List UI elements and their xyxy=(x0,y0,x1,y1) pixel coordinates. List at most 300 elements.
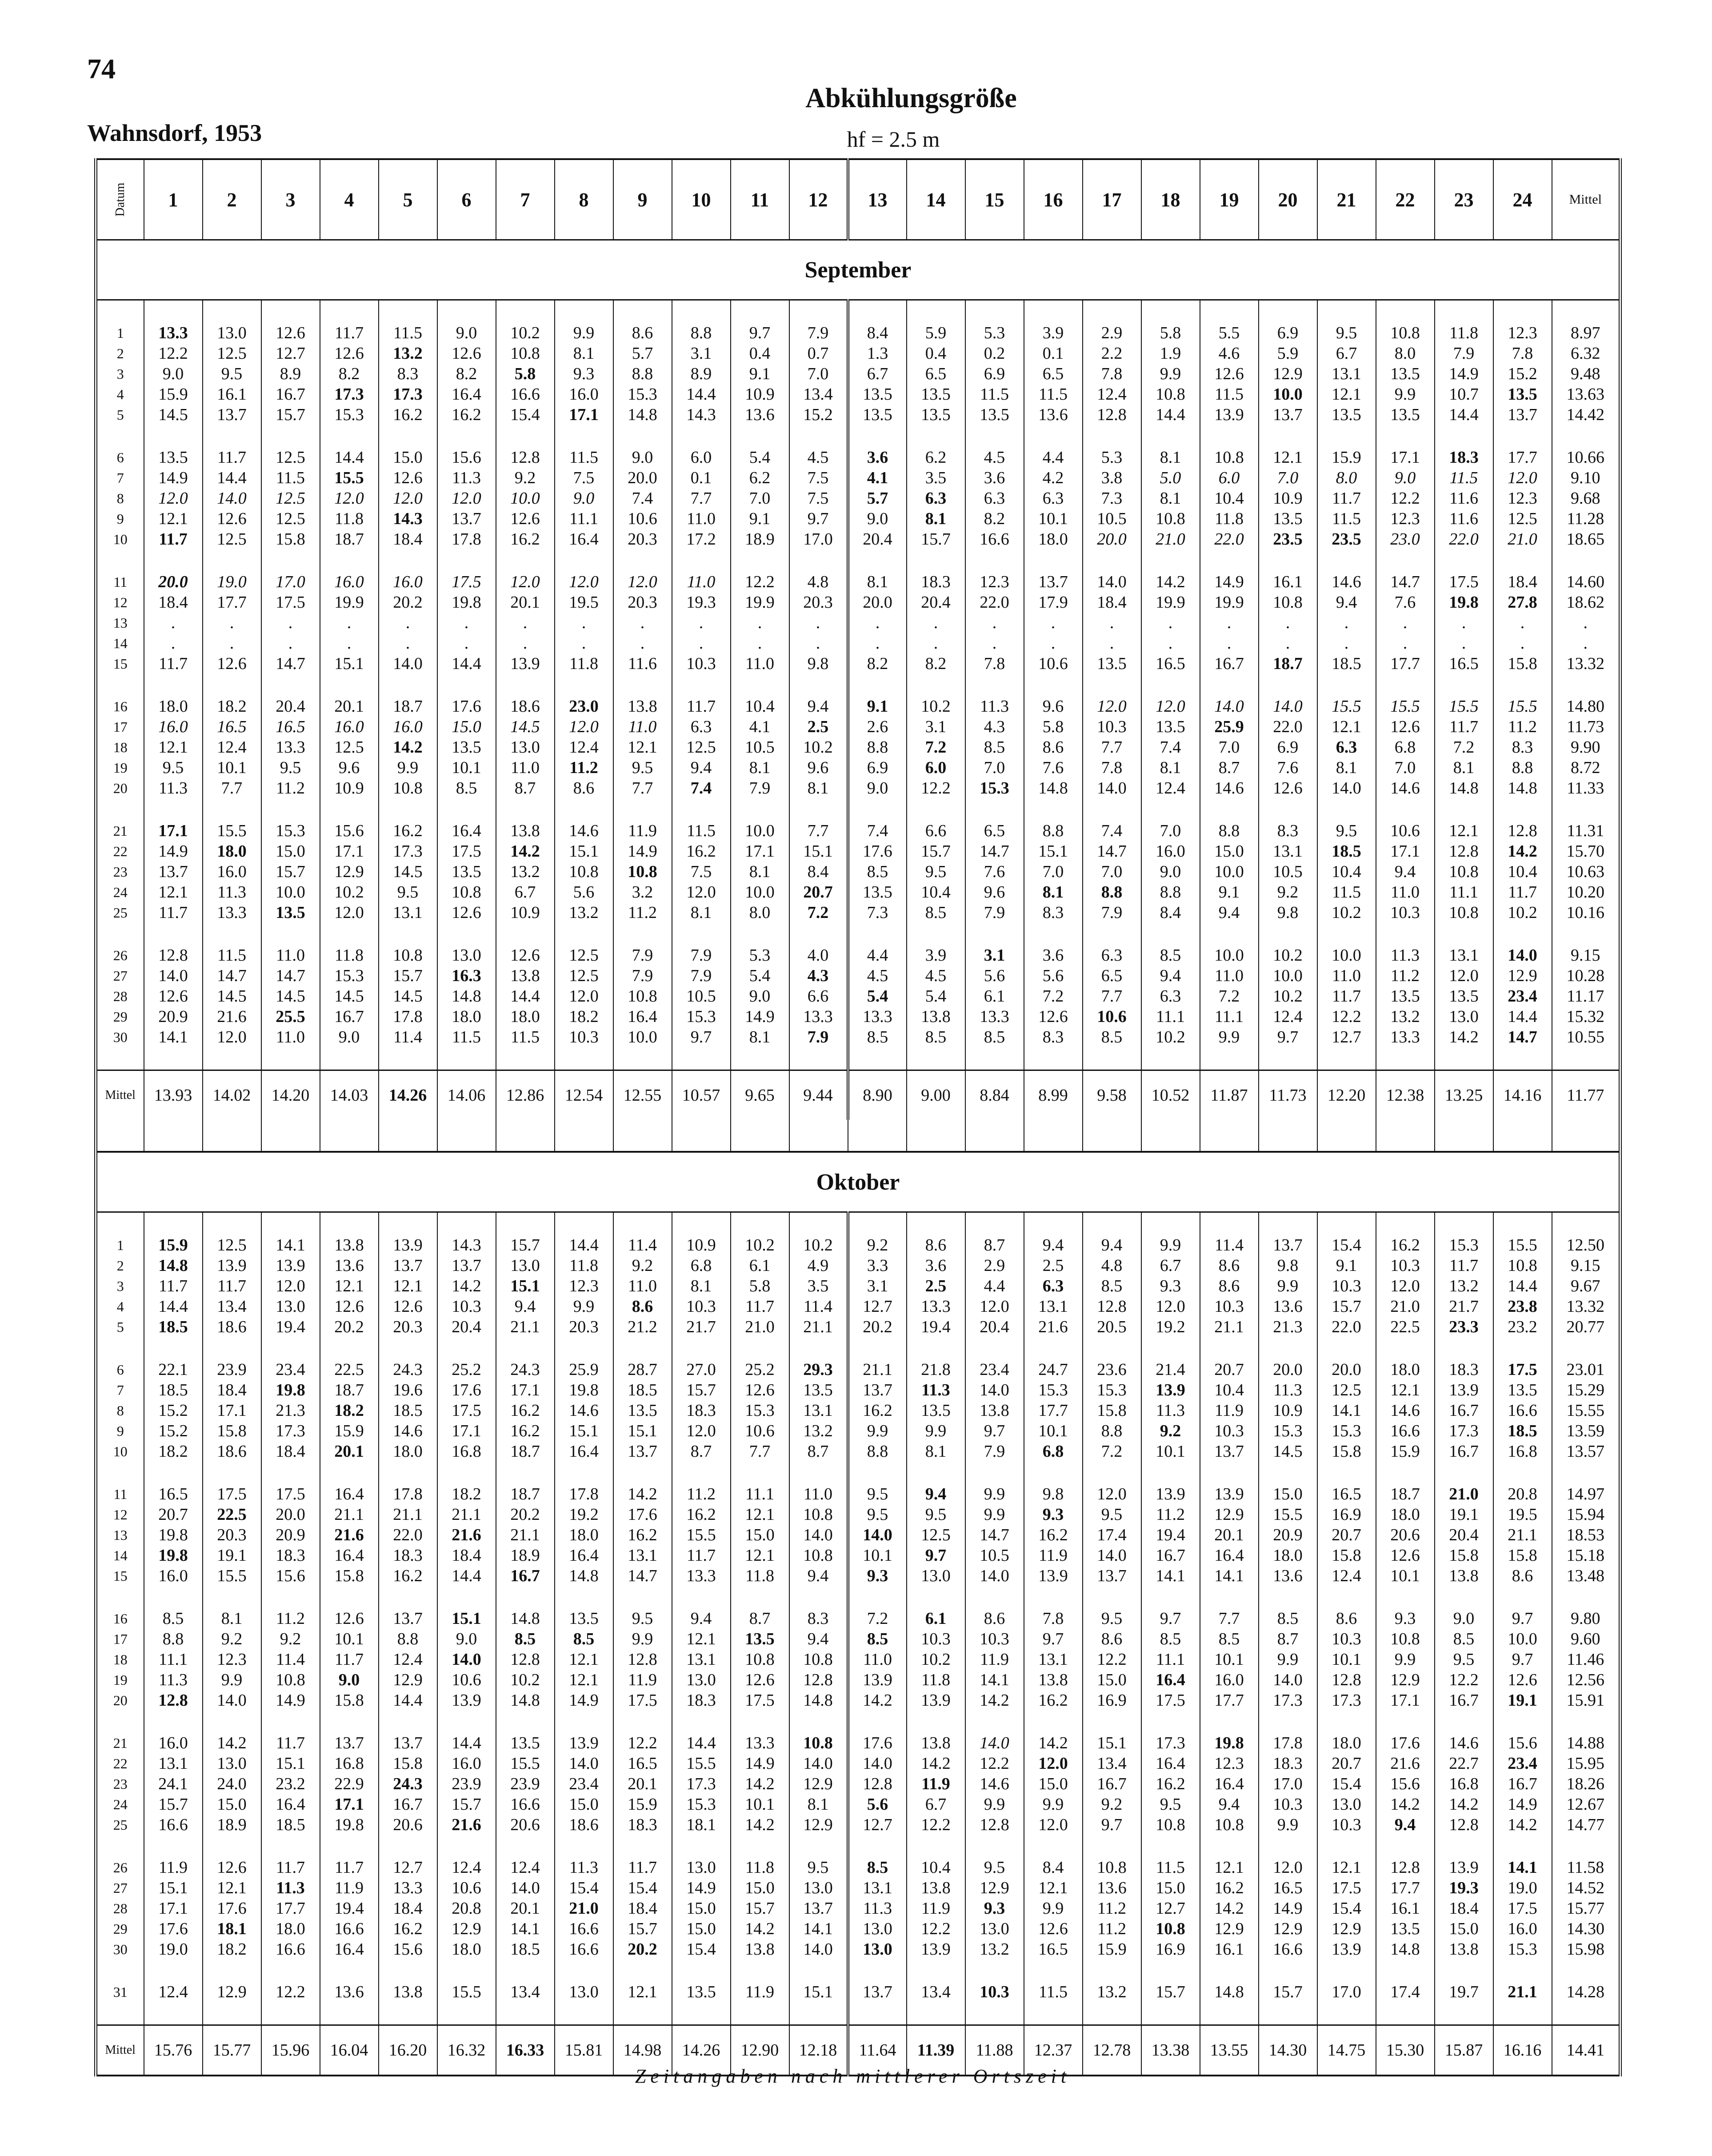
value-cell: 11.1 xyxy=(1141,1006,1200,1027)
spacer-cell xyxy=(848,1120,907,1152)
hourly-mean-cell: 16.20 xyxy=(379,2025,437,2076)
spacer-cell xyxy=(379,674,437,696)
value-cell: 7.6 xyxy=(1259,757,1317,778)
value-cell: 9.0 xyxy=(848,778,907,798)
value-cell: 12.1 xyxy=(379,1276,437,1296)
value-cell: 7.8 xyxy=(1083,757,1141,778)
spacer-cell xyxy=(1024,1120,1083,1152)
value-cell: 17.5 xyxy=(437,572,496,592)
value-cell: 8.1 xyxy=(731,1027,789,1047)
day-cell: 22 xyxy=(96,841,144,862)
value-cell: 17.1 xyxy=(320,841,379,862)
value-cell: 11.5 xyxy=(555,447,613,468)
value-cell: 11.7 xyxy=(1317,986,1376,1006)
value-cell: 21.3 xyxy=(261,1400,320,1421)
value-cell: 12.2 xyxy=(1376,488,1435,509)
value-cell: 10.4 xyxy=(1200,488,1259,509)
value-cell: 12.6 xyxy=(437,902,496,923)
value-cell: 10.8 xyxy=(1141,1919,1200,1939)
value-cell: 12.0 xyxy=(1024,1815,1083,1835)
value-cell: 9.3 xyxy=(848,1566,907,1586)
table-row xyxy=(96,737,1620,757)
value-cell: 15.9 xyxy=(320,1421,379,1441)
spacer-cell xyxy=(1141,923,1200,945)
page-number: 74 xyxy=(87,53,116,84)
value-cell: 14.6 xyxy=(555,1400,613,1421)
value-cell: 13.2 xyxy=(1376,1006,1435,1027)
spacer-cell xyxy=(261,674,320,696)
value-cell: 18.9 xyxy=(203,1815,261,1835)
table-row xyxy=(96,1898,1620,1919)
value-cell: 13.7 xyxy=(1200,1441,1259,1462)
value-cell: 8.0 xyxy=(731,902,789,923)
mean-row xyxy=(96,1070,1620,1120)
value-cell: 6.7 xyxy=(1141,1255,1200,1276)
table-row xyxy=(96,1296,1620,1317)
value-cell: 9.0 xyxy=(1376,468,1435,488)
value-cell: 13.8 xyxy=(496,966,555,986)
value-cell: 8.7 xyxy=(1200,757,1259,778)
value-cell: 13.9 xyxy=(379,1235,437,1255)
value-cell: 14.8 xyxy=(496,1608,555,1629)
value-cell: 5.6 xyxy=(555,882,613,902)
value-cell: 7.2 xyxy=(1083,1441,1141,1462)
value-cell: 12.4 xyxy=(203,737,261,757)
value-cell: 20.8 xyxy=(1493,1484,1552,1504)
value-cell: 15.0 xyxy=(379,447,437,468)
spacer-cell xyxy=(1083,1960,1141,1982)
value-cell: 20.3 xyxy=(379,1317,437,1337)
value-cell: 7.8 xyxy=(1083,364,1141,384)
spacer-cell xyxy=(1376,549,1435,572)
table-row xyxy=(96,323,1620,343)
value-cell: 13.7 xyxy=(848,1982,907,2002)
value-cell: 16.0 xyxy=(320,717,379,737)
value-cell: 16.4 xyxy=(1200,1774,1259,1794)
value-cell: 19.9 xyxy=(731,592,789,613)
value-cell: 12.6 xyxy=(731,1380,789,1400)
value-cell: 14.7 xyxy=(965,841,1024,862)
value-cell: 8.1 xyxy=(789,778,848,798)
value-cell: 14.8 xyxy=(789,1690,848,1711)
spacer-cell xyxy=(731,1047,789,1070)
value-cell: 7.8 xyxy=(965,653,1024,674)
value-cell: 10.9 xyxy=(320,778,379,798)
value-cell: 13.1 xyxy=(379,902,437,923)
hourly-mean-cell: 12.54 xyxy=(555,1070,613,1120)
daily-mean-cell: 12.67 xyxy=(1566,1795,1604,1814)
value-cell: 4.3 xyxy=(789,966,848,986)
value-cell: 21.1 xyxy=(1493,1982,1552,2002)
spacer-cell xyxy=(144,1120,203,1152)
value-cell: 9.4 xyxy=(1200,902,1259,923)
value-cell: 10.8 xyxy=(555,862,613,882)
value-cell: 12.1 xyxy=(144,509,203,529)
spacer-row xyxy=(96,1462,1620,1484)
value-cell: 23.9 xyxy=(437,1774,496,1794)
spacer-cell xyxy=(672,674,731,696)
spacer-cell xyxy=(613,1462,672,1484)
value-cell: 8.5 xyxy=(848,1857,907,1878)
value-cell: 12.1 xyxy=(1376,1380,1435,1400)
spacer-cell xyxy=(789,1212,848,1235)
value-cell: 8.9 xyxy=(672,364,731,384)
spacer-cell xyxy=(731,1120,789,1152)
spacer-cell xyxy=(1141,1711,1200,1733)
value-cell: 10.0 xyxy=(1200,945,1259,966)
value-cell: 20.7 xyxy=(1200,1359,1259,1380)
value-cell: 16.2 xyxy=(496,1400,555,1421)
value-cell: 13.9 xyxy=(496,653,555,674)
value-cell: 12.4 xyxy=(496,1857,555,1878)
spacer-cell xyxy=(496,1586,555,1608)
value-cell: 10.7 xyxy=(1435,384,1493,405)
spacer-cell xyxy=(96,1960,144,1982)
value-cell: 9.5 xyxy=(907,862,965,882)
value-cell: 11.2 xyxy=(1376,966,1435,986)
value-cell: 19.5 xyxy=(555,592,613,613)
day-cell: 2 xyxy=(96,1255,144,1276)
value-cell: 18.3 xyxy=(1435,1359,1493,1380)
spacer-cell xyxy=(320,1212,379,1235)
table-row xyxy=(96,778,1620,798)
day-cell: 15 xyxy=(96,653,144,674)
col-header-hour: 22 xyxy=(1376,159,1435,240)
spacer-cell xyxy=(96,2002,144,2025)
spacer-cell xyxy=(96,300,144,323)
value-cell: 8.8 xyxy=(672,323,731,343)
value-cell: 13.0 xyxy=(555,1982,613,2002)
spacer-cell xyxy=(1376,674,1435,696)
day-cell: 23 xyxy=(96,1774,144,1794)
spacer-cell xyxy=(1552,2002,1620,2025)
spacer-cell xyxy=(1435,923,1493,945)
day-cell: 28 xyxy=(96,1898,144,1919)
value-cell: 1.3 xyxy=(848,343,907,364)
value-cell: 9.0 xyxy=(848,509,907,529)
value-cell: 10.0 xyxy=(731,821,789,841)
value-cell: 12.5 xyxy=(261,509,320,529)
value-cell: 7.5 xyxy=(789,488,848,509)
day-cell: 7 xyxy=(96,468,144,488)
value-cell: 13.3 xyxy=(789,1006,848,1027)
value-cell: 12.2 xyxy=(613,1733,672,1753)
value-cell: 14.0 xyxy=(144,966,203,986)
value-cell: 14.9 xyxy=(1435,364,1493,384)
value-cell: 15.3 xyxy=(1024,1380,1083,1400)
spacer-cell xyxy=(144,1586,203,1608)
value-cell: 8.8 xyxy=(848,1441,907,1462)
spacer-cell xyxy=(1552,1462,1620,1484)
value-cell: 13.5 xyxy=(1376,405,1435,425)
value-cell: 15.8 xyxy=(1493,1545,1552,1566)
value-cell: 8.5 xyxy=(1083,1027,1141,1047)
value-cell: 16.8 xyxy=(1493,1441,1552,1462)
value-cell: 18.4 xyxy=(144,592,203,613)
value-cell: 12.6 xyxy=(1376,717,1435,737)
value-cell: 18.3 xyxy=(261,1545,320,1566)
value-cell: 16.4 xyxy=(555,1545,613,1566)
day-cell: 29 xyxy=(96,1919,144,1939)
spacer-cell xyxy=(1259,1337,1317,1359)
value-cell: 18.7 xyxy=(496,1441,555,1462)
value-cell: 8.1 xyxy=(731,862,789,882)
value-cell: 9.6 xyxy=(320,757,379,778)
value-cell: 14.2 xyxy=(613,1484,672,1504)
value-cell: 15.5 xyxy=(496,1753,555,1774)
daily-mean-cell: 13.59 xyxy=(1566,1422,1604,1440)
spacer-cell xyxy=(789,1462,848,1484)
value-cell: 18.4 xyxy=(1493,572,1552,592)
value-cell: 17.1 xyxy=(555,405,613,425)
value-cell: 19.8 xyxy=(1200,1733,1259,1753)
daily-mean-cell: 14.80 xyxy=(1566,697,1604,716)
table-row xyxy=(96,1006,1620,1027)
spacer-cell xyxy=(1493,1711,1552,1733)
value-cell: 13.5 xyxy=(261,902,320,923)
value-cell: 12.2 xyxy=(1083,1649,1141,1670)
value-cell: 8.1 xyxy=(555,343,613,364)
value-cell: 6.3 xyxy=(1083,945,1141,966)
daily-mean-cell: 12.56 xyxy=(1566,1671,1604,1689)
value-cell: 11.3 xyxy=(555,1857,613,1878)
value-cell: 13.5 xyxy=(496,1733,555,1753)
value-cell: 14.2 xyxy=(1493,841,1552,862)
value-cell: 14.8 xyxy=(1435,778,1493,798)
value-cell: 14.6 xyxy=(1200,778,1259,798)
value-cell: 11.0 xyxy=(613,717,672,737)
spacer-cell xyxy=(555,1120,613,1152)
spacer-cell xyxy=(1435,1120,1493,1152)
value-cell: 3.2 xyxy=(613,882,672,902)
day-cell: 20 xyxy=(96,1690,144,1711)
value-cell: 17.1 xyxy=(496,1380,555,1400)
value-cell: 13.0 xyxy=(437,945,496,966)
spacer-cell xyxy=(261,1835,320,1857)
header-row xyxy=(96,159,1620,240)
value-cell: 9.4 xyxy=(1141,966,1200,986)
value-cell: 16.4 xyxy=(320,1484,379,1504)
spacer-cell xyxy=(1317,1120,1376,1152)
daily-mean-cell: 15.70 xyxy=(1566,842,1604,861)
value-cell: 19.4 xyxy=(1141,1525,1200,1545)
value-cell: 15.7 xyxy=(1259,1982,1317,2002)
hourly-mean-cell: 8.84 xyxy=(965,1070,1024,1120)
value-cell: 15.7 xyxy=(261,405,320,425)
value-cell: 18.4 xyxy=(203,1380,261,1400)
value-cell: 14.0 xyxy=(1259,1670,1317,1690)
spacer-cell xyxy=(144,798,203,821)
value-cell: 10.8 xyxy=(379,945,437,966)
value-cell: 19.1 xyxy=(203,1545,261,1566)
value-cell: 13.9 xyxy=(907,1690,965,1711)
value-cell: 9.7 xyxy=(1024,1629,1083,1649)
value-cell: 17.3 xyxy=(1259,1690,1317,1711)
value-cell: 14.0 xyxy=(1259,696,1317,717)
spacer-cell xyxy=(437,425,496,447)
value-cell: 12.0 xyxy=(496,572,555,592)
value-cell: 23.5 xyxy=(1259,529,1317,549)
value-cell: 9.8 xyxy=(1259,902,1317,923)
value-cell: 10.0 xyxy=(1493,1629,1552,1649)
spacer-cell xyxy=(203,2002,261,2025)
value-cell: 5.0 xyxy=(1141,468,1200,488)
value-cell: 10.0 xyxy=(1259,966,1317,986)
value-cell: 17.0 xyxy=(789,529,848,549)
value-cell: 10.8 xyxy=(1259,592,1317,613)
daily-mean-cell: 9.48 xyxy=(1571,365,1600,383)
value-cell: 13.0 xyxy=(1317,1794,1376,1815)
value-cell: 17.5 xyxy=(437,841,496,862)
value-cell: 14.5 xyxy=(203,986,261,1006)
spacer-cell xyxy=(261,425,320,447)
value-cell: 22.5 xyxy=(1376,1317,1435,1337)
value-cell: 5.8 xyxy=(731,1276,789,1296)
table-row xyxy=(96,633,1620,653)
value-cell: 17.7 xyxy=(1024,1400,1083,1421)
value-cell: 14.7 xyxy=(203,966,261,986)
value-cell: 15.8 xyxy=(1317,1441,1376,1462)
value-cell: . xyxy=(1493,633,1552,653)
value-cell: 18.0 xyxy=(437,1006,496,1027)
value-cell: 12.4 xyxy=(555,737,613,757)
daily-mean-cell: 14.97 xyxy=(1566,1485,1604,1503)
daily-mean-cell: 9.90 xyxy=(1571,738,1600,757)
spacer-cell xyxy=(320,1047,379,1070)
value-cell: 16.4 xyxy=(437,384,496,405)
value-cell: 7.3 xyxy=(1083,488,1141,509)
value-cell: 6.9 xyxy=(965,364,1024,384)
value-cell: 3.1 xyxy=(848,1276,907,1296)
value-cell: 6.0 xyxy=(1200,468,1259,488)
value-cell: . xyxy=(555,633,613,653)
value-cell: 20.4 xyxy=(1435,1525,1493,1545)
value-cell: 5.7 xyxy=(848,488,907,509)
spacer-cell xyxy=(1552,1586,1620,1608)
value-cell: 17.7 xyxy=(1376,1878,1435,1898)
value-cell: 7.9 xyxy=(731,778,789,798)
value-cell: 13.3 xyxy=(379,1878,437,1898)
table-row xyxy=(96,343,1620,364)
value-cell: 17.1 xyxy=(320,1794,379,1815)
spacer-cell xyxy=(1376,1212,1435,1235)
col-header-hour: 4 xyxy=(320,159,379,240)
value-cell: 14.2 xyxy=(731,1815,789,1835)
value-cell: 16.5 xyxy=(1024,1939,1083,1960)
table-row xyxy=(96,1027,1620,1047)
value-cell: 9.9 xyxy=(1141,364,1200,384)
month-row xyxy=(96,240,1620,300)
value-cell: 11.7 xyxy=(320,1857,379,1878)
value-cell: 0.2 xyxy=(965,343,1024,364)
value-cell: 9.5 xyxy=(144,757,203,778)
spacer-cell xyxy=(1552,1711,1620,1733)
mean-label: Mittel xyxy=(96,1070,144,1120)
col-header-hour: 17 xyxy=(1083,159,1141,240)
spacer-cell xyxy=(96,923,144,945)
value-cell: 16.6 xyxy=(261,1939,320,1960)
value-cell: 13.0 xyxy=(203,1753,261,1774)
spacer-cell xyxy=(1317,2002,1376,2025)
value-cell: 18.1 xyxy=(203,1919,261,1939)
spacer-cell xyxy=(848,2002,907,2025)
value-cell: 13.5 xyxy=(1141,717,1200,737)
value-cell: 18.5 xyxy=(496,1939,555,1960)
value-cell: 20.2 xyxy=(379,592,437,613)
value-cell: 15.1 xyxy=(789,841,848,862)
value-cell: 11.5 xyxy=(1141,1857,1200,1878)
value-cell: 11.7 xyxy=(144,1276,203,1296)
value-cell: 9.4 xyxy=(1200,1794,1259,1815)
table-row xyxy=(96,757,1620,778)
table-row xyxy=(96,1276,1620,1296)
value-cell: 10.0 xyxy=(261,882,320,902)
day-cell: 19 xyxy=(96,757,144,778)
value-cell: 13.0 xyxy=(672,1670,731,1690)
spacer-cell xyxy=(144,300,203,323)
spacer-cell xyxy=(672,425,731,447)
value-cell: 10.3 xyxy=(437,1296,496,1317)
value-cell: 7.2 xyxy=(907,737,965,757)
value-cell: 9.9 xyxy=(965,1504,1024,1525)
value-cell: 10.3 xyxy=(555,1027,613,1047)
daily-mean-cell: 9.68 xyxy=(1571,489,1600,508)
value-cell: 6.3 xyxy=(1024,488,1083,509)
value-cell: 18.2 xyxy=(144,1441,203,1462)
spacer-cell xyxy=(379,1960,437,1982)
daily-mean-cell: 8.72 xyxy=(1571,758,1600,777)
value-cell: 11.5 xyxy=(1024,1982,1083,2002)
value-cell: 20.7 xyxy=(789,882,848,902)
value-cell: 12.1 xyxy=(203,1878,261,1898)
value-cell: 19.7 xyxy=(1435,1982,1493,2002)
spacer-cell xyxy=(907,1835,965,1857)
spacer-cell xyxy=(261,1047,320,1070)
value-cell: 7.9 xyxy=(613,945,672,966)
value-cell: 11.7 xyxy=(320,323,379,343)
value-cell: 17.8 xyxy=(379,1006,437,1027)
hourly-mean-cell: 14.98 xyxy=(613,2025,672,2076)
value-cell: 15.1 xyxy=(320,653,379,674)
spacer-cell xyxy=(144,1711,203,1733)
value-cell: 10.4 xyxy=(1493,862,1552,882)
value-cell: 13.2 xyxy=(789,1421,848,1441)
spacer-row xyxy=(96,2002,1620,2025)
value-cell: 7.0 xyxy=(1024,862,1083,882)
value-cell: 12.5 xyxy=(261,447,320,468)
value-cell: 13.0 xyxy=(789,1878,848,1898)
value-cell: 15.3 xyxy=(1435,1235,1493,1255)
spacer-cell xyxy=(1083,549,1141,572)
value-cell: 11.1 xyxy=(555,509,613,529)
value-cell: 17.6 xyxy=(1376,1733,1435,1753)
spacer-cell xyxy=(1376,300,1435,323)
value-cell: 22.0 xyxy=(1435,529,1493,549)
value-cell: 22.7 xyxy=(1435,1753,1493,1774)
value-cell: 12.7 xyxy=(848,1815,907,1835)
spacer-cell xyxy=(96,674,144,696)
value-cell: 18.5 xyxy=(144,1380,203,1400)
value-cell: 18.3 xyxy=(379,1545,437,1566)
value-cell: 11.7 xyxy=(1435,717,1493,737)
value-cell: 7.9 xyxy=(672,945,731,966)
value-cell: 21.1 xyxy=(1200,1317,1259,1337)
value-cell: 16.0 xyxy=(144,1733,203,1753)
daily-mean-cell: 11.46 xyxy=(1567,1650,1604,1669)
value-cell: 12.0 xyxy=(965,1296,1024,1317)
value-cell: 16.4 xyxy=(1141,1670,1200,1690)
value-cell: 12.0 xyxy=(320,488,379,509)
